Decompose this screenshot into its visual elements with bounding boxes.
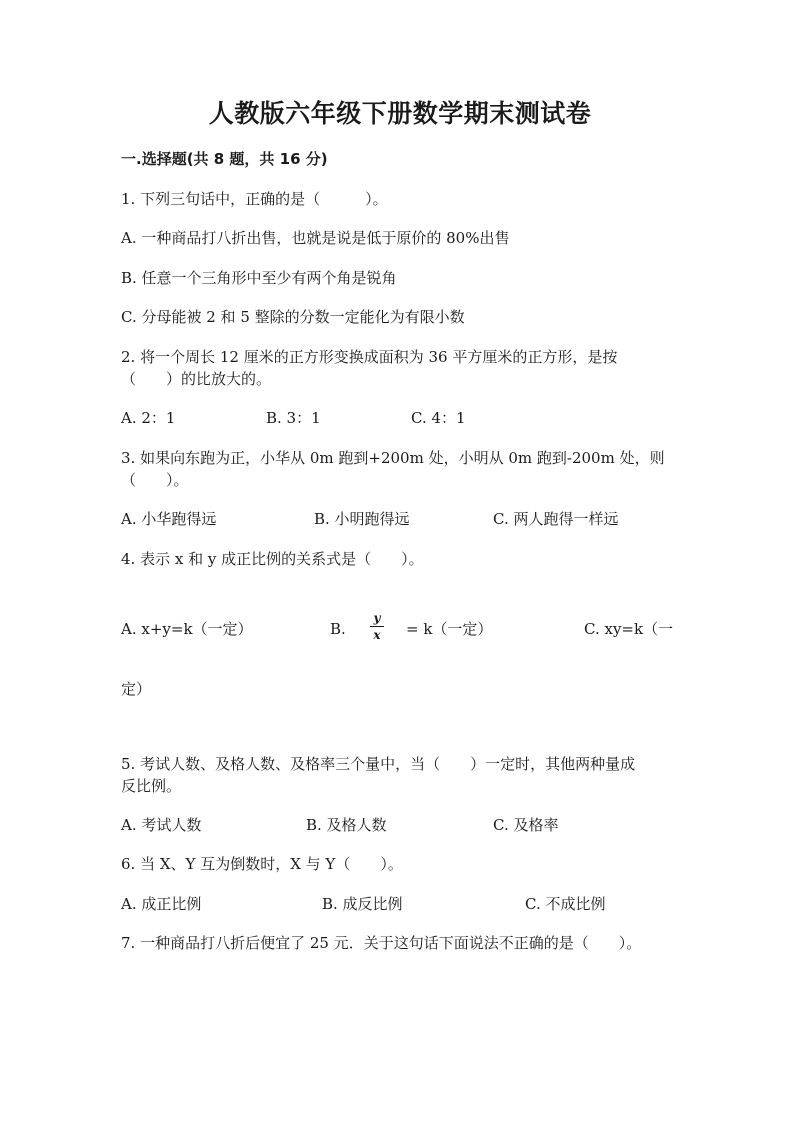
question-4-text: 4. 表示 x 和 y 成正比例的关系式是（ ）。: [121, 550, 424, 568]
question-5-text-line-2: 反比例。: [121, 777, 182, 795]
question-5-text-line-1: 5. 考试人数、及格人数、及格率三个量中，当（ ）一定时，其他两种量成: [121, 755, 636, 773]
question-6-option-c: C. 不成比例: [525, 895, 606, 913]
question-1-option-b: B. 任意一个三角形中至少有两个角是锐角: [121, 269, 397, 287]
question-4-option-c-continued: 定）: [121, 680, 152, 698]
question-3-option-c: C. 两人跑得一样远: [493, 510, 619, 528]
question-5-option-a: A. 考试人数: [121, 816, 202, 834]
question-6-text: 6. 当 X、Y 互为倒数时，X 与 Y（ ）。: [121, 855, 403, 873]
question-6-option-a: A. 成正比例: [121, 895, 202, 913]
question-6-option-b: B. 成反比例: [322, 895, 403, 913]
question-7-text: 7. 一种商品打八折后便宜了 25 元．关于这句话下面说法不正确的是（ ）。: [121, 934, 642, 952]
fraction-numerator: y: [373, 611, 381, 625]
fraction-bar: [370, 626, 384, 627]
question-1-option-a: A. 一种商品打八折出售，也就是说是低于原价的 80%出售: [121, 229, 510, 247]
question-4-option-c: C. xy=k（一: [584, 620, 674, 638]
section-heading: 一.选择题(共 8 题，共 16 分): [121, 150, 328, 168]
question-2-option-c: C. 4：1: [411, 409, 466, 427]
question-5-option-b: B. 及格人数: [306, 816, 387, 834]
question-5-option-c: C. 及格率: [493, 816, 559, 834]
question-2-option-a: A. 2：1: [121, 409, 176, 427]
page-title: 人教版六年级下册数学期末测试卷: [208, 99, 592, 128]
fraction-y-over-x: [367, 611, 387, 642]
question-4-option-b-text: = k（一定）: [406, 620, 493, 638]
question-2-text-line-2: （ ）的比放大的。: [121, 370, 272, 388]
question-2-text-line-1: 2. 将一个周长 12 厘米的正方形变换成面积为 36 平方厘米的正方形，是按: [121, 348, 618, 366]
question-3-text-line-1: 3. 如果向东跑为正，小华从 0m 跑到+200m 处，小明从 0m 跑到-200m 处，则: [121, 449, 665, 467]
question-1-option-c: C. 分母能被 2 和 5 整除的分数一定能化为有限小数: [121, 308, 465, 326]
question-3-option-b: B. 小明跑得远: [314, 510, 410, 528]
question-4-option-a: A. x+y=k（一定）: [121, 620, 253, 638]
question-4-option-b-label: B.: [330, 620, 346, 638]
fraction-denominator: x: [373, 628, 381, 642]
question-3-option-a: A. 小华跑得远: [121, 510, 217, 528]
question-1-text: 1. 下列三句话中，正确的是（ ）。: [121, 190, 388, 208]
question-3-text-line-2: （ ）。: [121, 471, 189, 489]
question-2-option-b: B. 3：1: [266, 409, 321, 427]
